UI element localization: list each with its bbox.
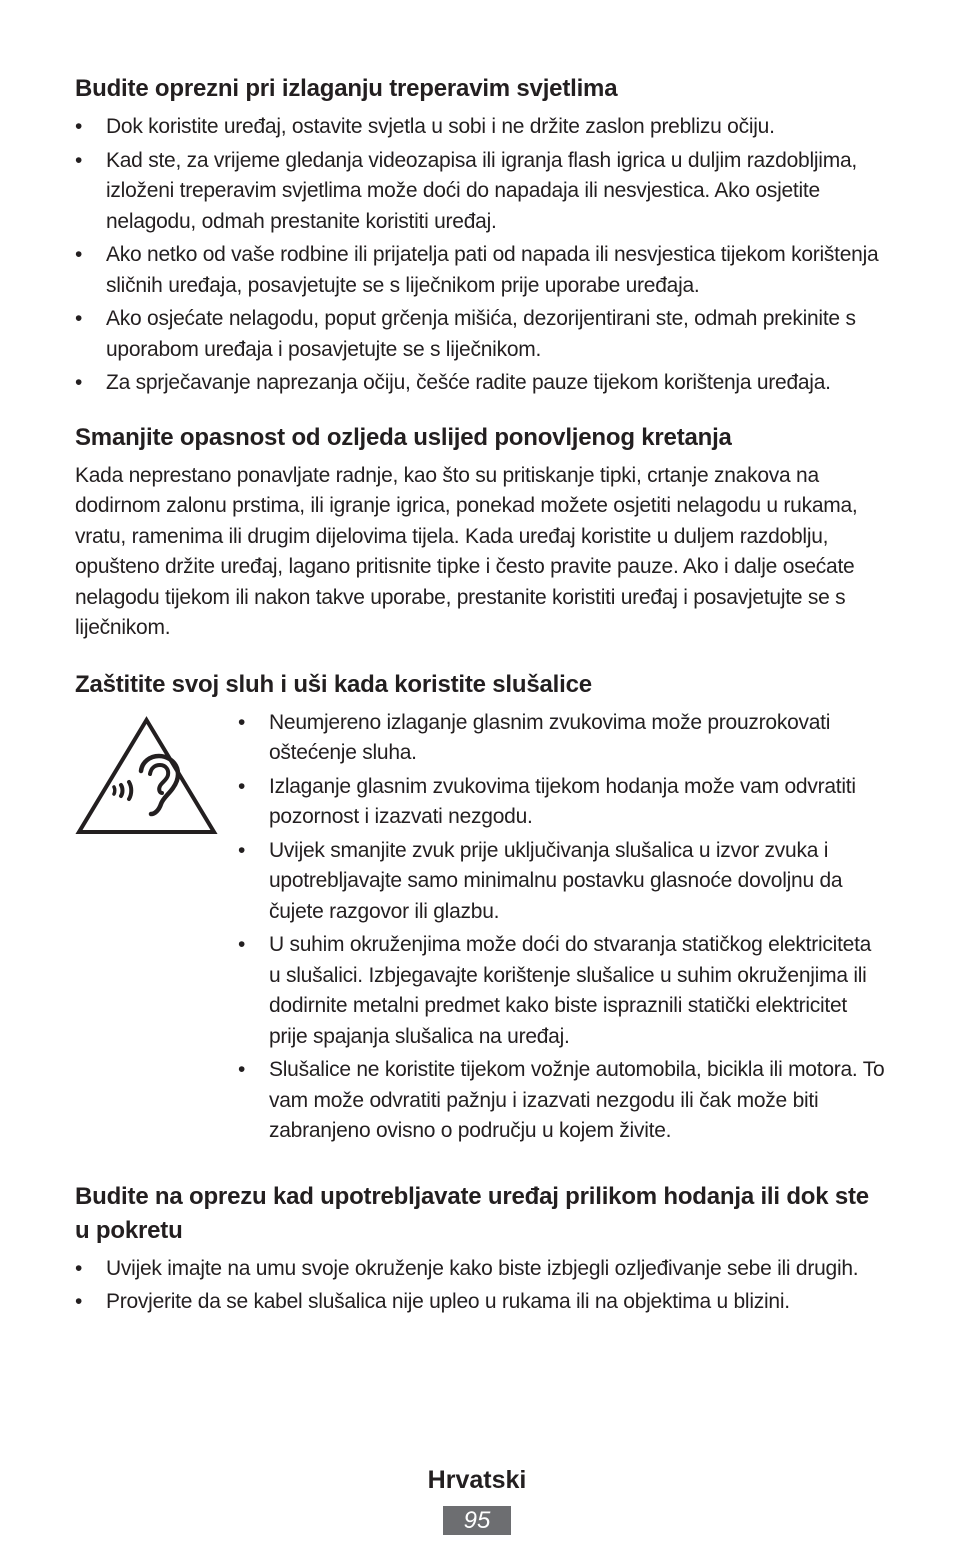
bullet-mark: • xyxy=(75,148,83,172)
footer-language: Hrvatski xyxy=(427,1466,527,1494)
list-item xyxy=(75,304,885,365)
hearing-icon-container xyxy=(75,708,238,841)
list-item xyxy=(75,1254,885,1285)
list-item-text: Ako osjećate nelagodu, poput grčenja mišića, dezorijentirani ste, odmah prekinite s uporabom uređaja i posavjetujte se s liječnikom. xyxy=(106,307,856,361)
section-heading: Zaštitite svoj sluh i uši kada koristite slušalice xyxy=(75,670,592,698)
bullet-list xyxy=(75,1254,885,1318)
bullet-mark: • xyxy=(238,1058,246,1081)
list-item-text: U suhim okruženjima može doći do stvaranja statičkog elektriciteta u slušalici. Izbjegavajte korištenje slušalice u suhim okruženjima ili dodirnite metalni predmet kako biste ispraznili statički elektricitet prije spajanja slušalica na uređaj. xyxy=(269,933,872,1048)
section-heading: Budite oprezni pri izlaganju treperavim svjetlima xyxy=(75,75,618,102)
list-item-text: Za sprječavanje naprezanja očiju, češće radite pauze tijekom korištenja uređaja. xyxy=(106,371,831,394)
list-item xyxy=(75,368,885,399)
list-item xyxy=(238,836,885,928)
list-item-text: Neumjereno izlaganje glasnim zvukovima može prouzrokovati oštećenje sluha. xyxy=(269,710,831,764)
section-paragraph: Kada neprestano ponavljate radnje, kao što su pritiskanje tipki, crtanje znakova na dodirnom zalonu prstima, ili igranje igrica, ponekad možete osjetiti nelagodu u rukama, vratu, ramenima ili drugim dijelovima tijela. Kada uređaj koristite u duljem razdoblju, opušteno držite uređaj, lagano pritisnite tipke i često pravite pauze. Ako i dalje osećate nelagodu tijekom ili nakon takve uporabe, prestanite koristiti uređaj i posavjetujte se s liječnikom. xyxy=(75,463,858,639)
bullet-list xyxy=(238,708,885,1150)
bullet-mark: • xyxy=(75,307,83,330)
list-item-text: Uvijek imajte na umu svoje okruženje kako biste izbjegli ozljeđivanje sebe ili drugih. xyxy=(106,1256,859,1280)
page-number: 95 xyxy=(443,1506,511,1535)
bullet-mark: • xyxy=(75,1290,83,1313)
list-item-text: Provjerite da se kabel slušalica nije upleo u rukama ili na objektima u blizini. xyxy=(106,1290,790,1313)
list-item xyxy=(238,1055,885,1147)
list-item xyxy=(238,708,885,769)
list-item-text: Kad ste, za vrijeme gledanja videozapisa ili igranja flash igrica u duljim razdobljima, izloženi treperavim svjetlima može doći do napadaja ili nesvjestica. Ako osjetite nelagodu, odmah prestanite koristiti uređaj. xyxy=(106,148,857,233)
list-item-text: Ako netko od vaše rodbine ili prijatelja pati od napada ili nesvjestica tijekom korištenja sličnih uređaja, posavjetujte se s liječnikom prije uporabe uređaja. xyxy=(106,243,879,297)
list-item xyxy=(75,1287,885,1318)
section-flashing-lights xyxy=(75,72,885,399)
list-item-text: Izlaganje glasnim zvukovima tijekom hodanja može vam odvratiti pozornost i izazvati nezgodu. xyxy=(269,774,856,828)
section-hearing-protection xyxy=(75,668,885,1150)
hearing-warning-icon xyxy=(75,716,218,836)
list-item xyxy=(75,112,885,143)
document-page xyxy=(75,72,885,1340)
list-item xyxy=(238,930,885,1052)
section-repetitive-motion xyxy=(75,421,885,644)
list-item-text: Uvijek smanjite zvuk prije uključivanja slušalica u izvor zvuka i upotrebljavajte samo minimalnu postavku glasnoće dovoljnu da čujete razgovor ili glazbu. xyxy=(269,838,843,923)
bullet-mark: • xyxy=(238,710,246,734)
section-heading: Smanjite opasnost od ozljeda uslijed ponovljenog kretanja xyxy=(75,423,732,451)
list-item-text: Slušalice ne koristite tijekom vožnje automobila, bicikla ili motora. To vam može odvratiti pažnju i izazvati nezgodu ili čak može biti zabranjeno ovisno o području u kojem živite. xyxy=(269,1058,885,1142)
hearing-content xyxy=(75,708,885,1150)
bullet-mark: • xyxy=(75,1256,83,1280)
bullet-mark: • xyxy=(75,243,83,266)
section-heading: Budite na oprezu kad upotrebljavate uređaj prilikom hodanja ili dok ste u pokretu xyxy=(75,1182,869,1244)
list-item-text: Dok koristite uređaj, ostavite svjetla u sobi i ne držite zaslon preblizu očiju. xyxy=(106,115,775,138)
list-item xyxy=(238,772,885,833)
bullet-list xyxy=(75,112,885,399)
list-item xyxy=(75,240,885,301)
bullet-mark: • xyxy=(238,838,246,862)
bullet-mark: • xyxy=(75,115,83,138)
list-item xyxy=(75,146,885,238)
section-walking-caution xyxy=(75,1180,885,1318)
bullet-mark: • xyxy=(238,774,246,798)
bullet-mark: • xyxy=(238,933,246,956)
bullet-mark: • xyxy=(75,371,83,394)
